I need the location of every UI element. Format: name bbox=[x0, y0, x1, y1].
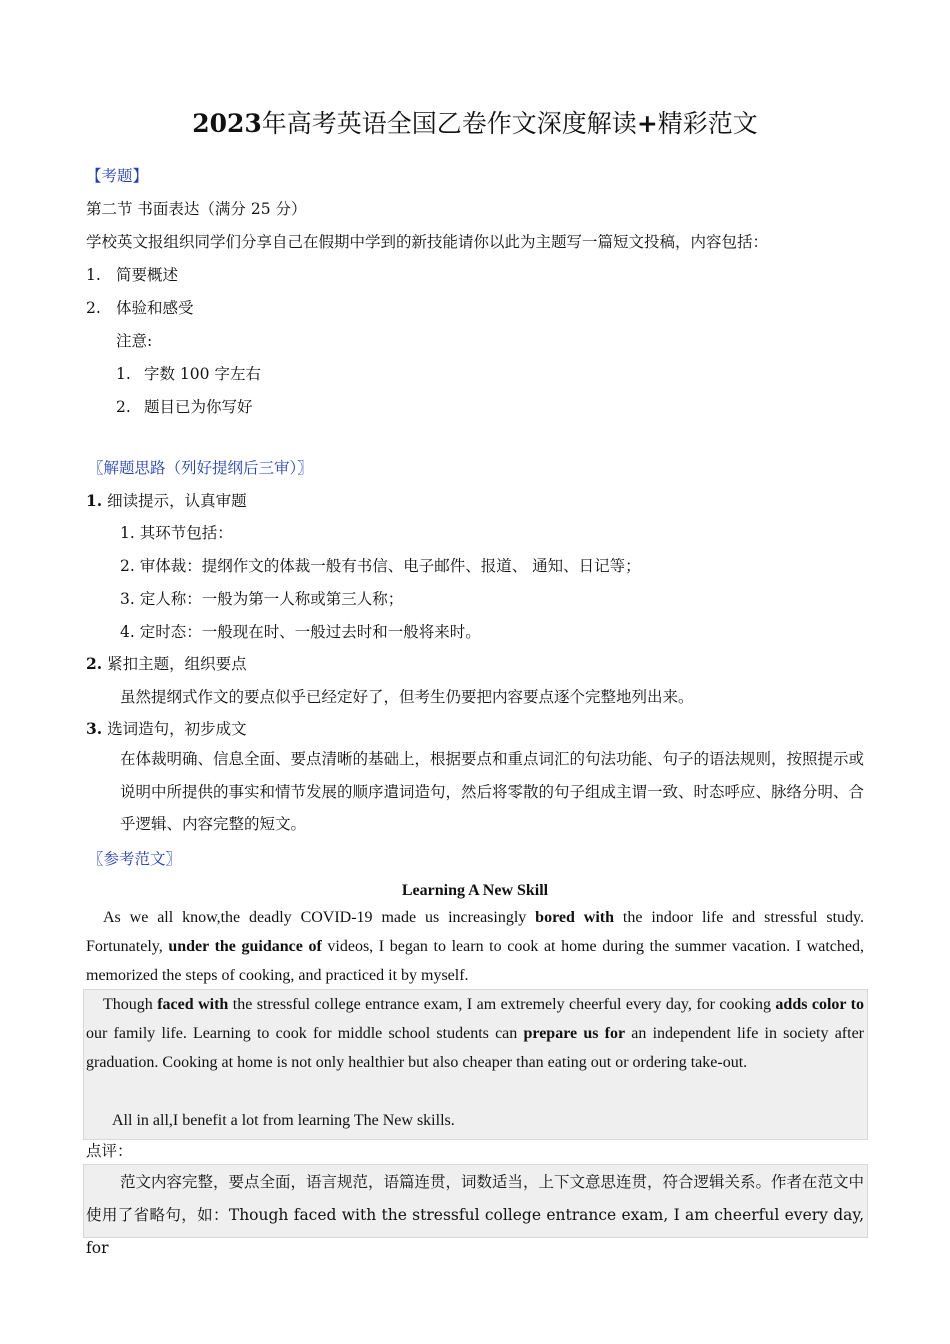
notice-text: 题目已为你写好 bbox=[144, 398, 253, 416]
step-1 bbox=[86, 490, 247, 512]
step-text: 细读提示，认真审题 bbox=[107, 492, 247, 510]
key-phrase: faced with bbox=[157, 996, 229, 1013]
step-3 bbox=[86, 718, 247, 740]
notice-text: 字数 100 字左右 bbox=[144, 365, 261, 383]
step1-item: 4. 定时态：一般现在时、一般过去时和一般将来时。 bbox=[120, 623, 481, 641]
step-2 bbox=[86, 653, 247, 675]
notice-number: 1. bbox=[116, 365, 131, 383]
key-phrase: adds color to bbox=[775, 996, 865, 1013]
point-1 bbox=[86, 264, 179, 286]
title-plus: + bbox=[636, 109, 658, 138]
key-phrase: bored with bbox=[535, 909, 614, 926]
point-text: 简要概述 bbox=[116, 266, 179, 284]
step1-item: 2. 审体裁：提纲作文的体裁一般有书信、电子邮件、报道、 通知、日记等； bbox=[120, 557, 641, 575]
comment-label: 点评： bbox=[86, 1142, 133, 1160]
point-number: 2. bbox=[86, 299, 101, 317]
essay-title: Learning A New Skill bbox=[401, 882, 549, 899]
notice-2 bbox=[116, 396, 253, 418]
notice-label: 注意: bbox=[116, 332, 153, 350]
section-title: 第二节 书面表达（满分 25 分） bbox=[86, 200, 307, 218]
point-number: 1. bbox=[86, 266, 101, 284]
essay-paragraph-3: All in all,I benefit a lot from learning The New skills. bbox=[112, 1112, 455, 1129]
step2-text: 虽然提纲式作文的要点似乎已经定好了，但考生仍要把内容要点逐个完整地列出来。 bbox=[120, 688, 694, 706]
notice-1 bbox=[116, 363, 261, 385]
step1-item: 1. 其环节包括： bbox=[120, 524, 233, 542]
title-tail: 精彩范文 bbox=[657, 109, 758, 138]
exam-heading: 【考题】 bbox=[86, 167, 149, 185]
title-main: 年高考英语全国乙卷作文深度解读 bbox=[261, 109, 637, 138]
step1-item: 3. 定人称：一般为第一人称或第三人称； bbox=[120, 590, 404, 608]
step-text: 紧扣主题，组织要点 bbox=[107, 655, 247, 673]
notice-number: 2. bbox=[116, 398, 131, 416]
title-year: 2023 bbox=[192, 109, 262, 138]
page-title bbox=[0, 106, 950, 142]
prompt-text: 学校英文报组织同学们分享自己在假期中学到的新技能请你以此为主题写一篇短文投稿，内容包括： bbox=[86, 233, 769, 251]
key-phrase: under the guidance of bbox=[168, 938, 322, 955]
point-text: 体验和感受 bbox=[116, 299, 194, 317]
key-phrase: prepare us for bbox=[523, 1025, 626, 1042]
approach-heading: 〖解题思路（列好提纲后三审）〗 bbox=[88, 459, 313, 477]
sample-heading: 〖参考范文〗 bbox=[88, 850, 182, 868]
step-text: 选词造句，初步成文 bbox=[107, 720, 247, 738]
comment-text: 范文内容完整，要点全面，语言规范，语篇连贯，词数适当，上下文意思连贯，符合逻辑关系。作者在范文中使用了省略句，如：Though faced with the stressful college entrance exam, I am cheerful every day, for bbox=[86, 1173, 865, 1257]
step-number: 3. bbox=[86, 719, 103, 738]
step-number: 2. bbox=[86, 654, 103, 673]
essay-paragraph-1: As we all know,the deadly COVID-19 made us increasingly bored with the indoor life and stressful study. Fortunately, under the guidance of videos, I began to learn to cook at home during the summer vacation. I watched, memorized the steps of cooking, and practiced it by myself. bbox=[86, 909, 865, 984]
essay-paragraph-2: Though faced with the stressful college entrance exam, I am extremely cheerful every day, for cooking adds color to our family life. Learning to cook for middle school students can prepare us for an independent life in society after graduation. Cooking at home is not only healthier but also cheaper than eating out or ordering take-out. bbox=[86, 996, 865, 1071]
step-number: 1. bbox=[86, 491, 103, 510]
point-2 bbox=[86, 297, 194, 319]
step3-text: 在体裁明确、信息全面、要点清晰的基础上，根据要点和重点词汇的句法功能、句子的语法规则，按照提示或说明中所提供的事实和情节发展的顺序遣词造句，然后将零散的句子组成主谓一致、时态呼应、脉络分明、合乎逻辑、内容完整的短文。 bbox=[120, 750, 865, 833]
